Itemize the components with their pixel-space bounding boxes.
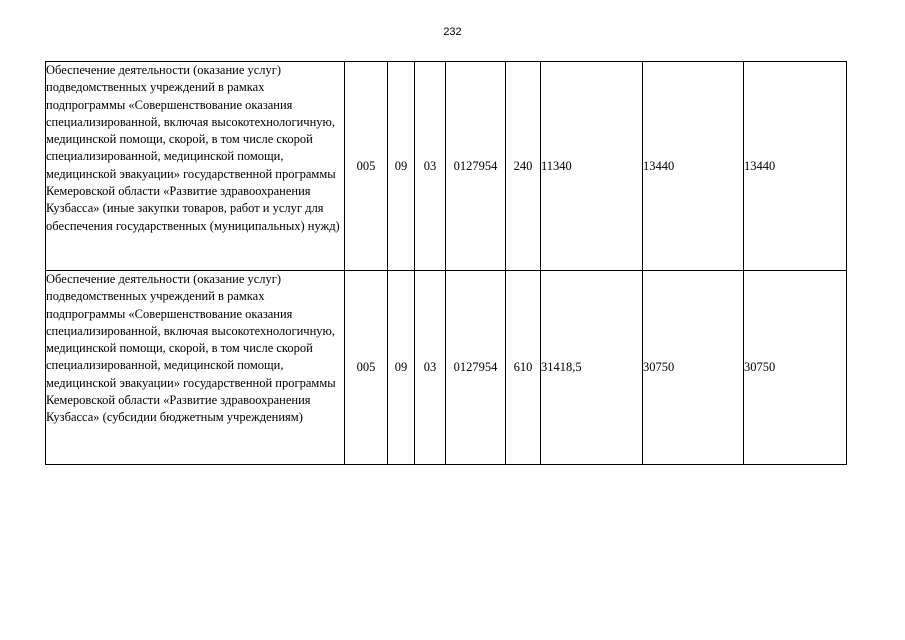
expense-type-code: 610 bbox=[506, 271, 541, 465]
budget-table bbox=[45, 61, 847, 465]
subsection-code: 03 bbox=[415, 271, 446, 465]
ministry-code: 005 bbox=[345, 271, 388, 465]
table-row bbox=[46, 62, 847, 271]
target-article-code: 0127954 bbox=[446, 62, 506, 271]
amount-year-2: 13440 bbox=[643, 62, 744, 271]
amount-year-3: 30750 bbox=[744, 271, 847, 465]
amount-year-2: 30750 bbox=[643, 271, 744, 465]
amount-year-1: 31418,5 bbox=[541, 271, 643, 465]
amount-year-1: 11340 bbox=[541, 62, 643, 271]
section-code: 09 bbox=[388, 62, 415, 271]
row-description: Обеспечение деятельности (оказание услуг) подведомственных учреждений в рамках подпрограммы «Совершенствование оказания специализированной, включая высокотехнологичную, медицинской помощи, скорой, в том числе скорой специализированной, медицинской помощи, медицинской эвакуации» государственной программы Кемеровской области «Развитие здравоохранения Кузбасса» (субсидии бюджетным учреждениям) bbox=[46, 271, 345, 465]
subsection-code: 03 bbox=[415, 62, 446, 271]
ministry-code: 005 bbox=[345, 62, 388, 271]
target-article-code: 0127954 bbox=[446, 271, 506, 465]
row-description: Обеспечение деятельности (оказание услуг) подведомственных учреждений в рамках подпрограммы «Совершенствование оказания специализированной, включая высокотехнологичную, медицинской помощи, скорой, в том числе скорой специализированной, медицинской помощи, медицинской эвакуации» государственной программы Кемеровской области «Развитие здравоохранения Кузбасса» (иные закупки товаров, работ и услуг для обеспечения государственных (муниципальных) нужд) bbox=[46, 62, 345, 271]
table-row bbox=[46, 271, 847, 465]
amount-year-3: 13440 bbox=[744, 62, 847, 271]
expense-type-code: 240 bbox=[506, 62, 541, 271]
section-code: 09 bbox=[388, 271, 415, 465]
page-number: 232 bbox=[443, 26, 462, 38]
